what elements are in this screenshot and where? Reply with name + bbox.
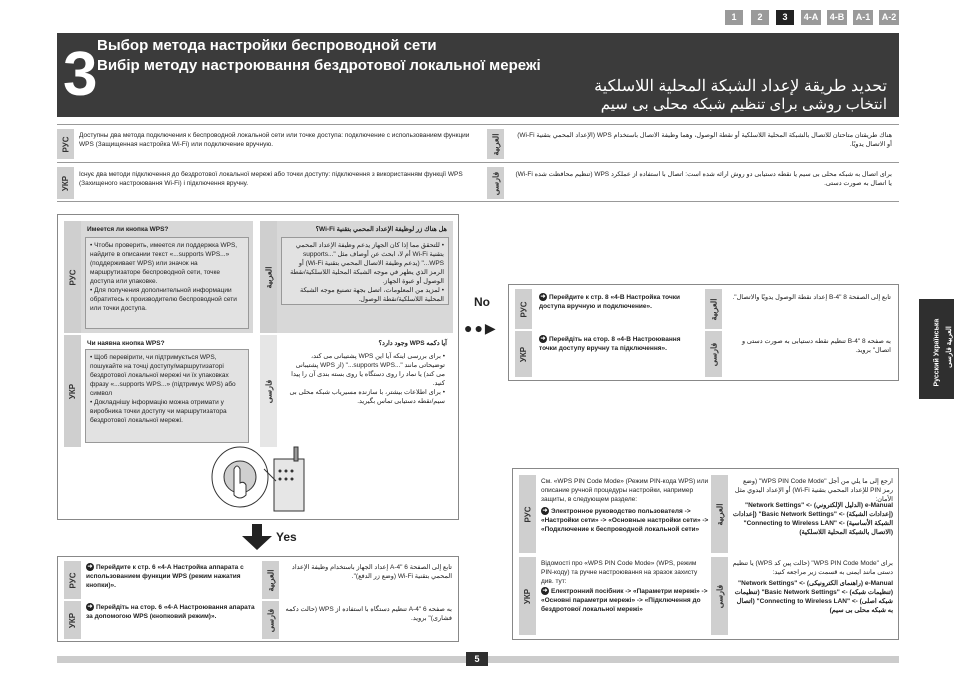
check-ru-bullet-1: • Чтобы проверить, имеется ли поддержка WPS, найдите в описании текст «...supports WPS...» (поддерживает WPS) или значок на маршрутизаторе беспроводной сети, точке доступа или упаковке.: [90, 242, 238, 285]
title-fa: انتخاب روشی برای تنظیم شبکه محلی بی سیم: [600, 96, 887, 113]
wps-check-panel: [57, 214, 459, 520]
tab-a1[interactable]: A-1: [853, 10, 873, 25]
title-uk: Вибір методу настроювання бездротової локальної мережі: [97, 57, 541, 74]
lang-label-fa: فارسی: [711, 557, 728, 635]
sidebar-line-2: العربية فارسی: [946, 326, 953, 368]
lang-label-ar: العربية: [711, 475, 728, 553]
yes-result-panel: [57, 556, 459, 642]
check-ru-bullet-2: • Для получения дополнительной информации обратитесь к производителю беспроводной сети или точки доступа.: [90, 287, 237, 312]
tab-4b[interactable]: 4-B: [827, 10, 847, 25]
lang-label-ru: РУС: [515, 289, 532, 329]
intro-text-uk: Існує два методи підключення до бездротової локальної мережі або точки доступу: підключення з використанням функції WPS (Захищеного настроювання Wi-Fi) і підключення вручну.: [79, 171, 463, 187]
check-ar-bullet-2: • لمزيد من المعلومات، اتصل بجهة تصنيع موجه الشبكة المحلية اللاسلكية/نقطة الوصول.: [299, 287, 444, 303]
intro-row-1: [57, 124, 899, 162]
pin-ar-link[interactable]: e-Manual (الدليل الإلكتروني) -> "Network Settings" (إعدادات الشبكة) -> "Basic Network Settings" (إعدادات الشبكة الأساسية) -> "Connecting to Wireless LAN" (الاتصال بالشبكة المحلية اللاسلكية): [732, 502, 893, 536]
pin-uk-link[interactable]: ➜ Електронний посібник -> «Параметри мережі» -> «Основні параметри мережі» -> «Підключення до бездротової локальної мережі»: [541, 588, 708, 613]
check-uk-bullet-2: • Докладнішу інформацію можна отримати у виробника точки доступу чи маршрутизатора бездротової локальної мережі.: [90, 399, 227, 424]
dots-arrow-icon: ●●▶: [464, 320, 498, 336]
down-arrow-icon: [242, 524, 272, 550]
check-uk-question: Чи наявна кнопка WPS?: [87, 340, 165, 347]
lang-label-uk: УКР: [64, 335, 81, 447]
tab-1[interactable]: 1: [725, 10, 743, 25]
lang-label-uk: УКР: [64, 601, 81, 639]
arrow-right-icon: ➜: [87, 604, 93, 611]
intro-text-fa: برای اتصال به شبکه محلی بی سیم یا نقطه دستیابی دو روش ارائه شده است: اتصال با استفاده از عملکرد WPS (تنظیم محافظت شده Wi-Fi) یا اتصال به صورت دستی.: [515, 171, 892, 187]
check-ar-bullet-1: • للتحقق مما إذا كان الجهاز يدعم وظيفة الإعداد المحمي بتقنية Wi-Fi أم لا، ابحث عن أوصاف مثل "...supports WPS..." (يدعم وظيفة الاتصال المحمي بتقنية Wi-Fi) أو الرمز الذي يظهر في موجه الشبكة المحلية اللاسلكية/نقطة الوصول أو عبوة الجهاز.: [290, 242, 444, 285]
lang-label-ru: РУС: [519, 475, 536, 553]
yes-fa-link[interactable]: به صفحه 6 "4-A تنظیم دستگاه با استفاده از WPS (حالت دکمه فشاری)" بروید.: [285, 606, 452, 622]
tab-3[interactable]: 3: [776, 10, 794, 25]
check-ru-cell: [81, 221, 253, 333]
check-ar-question: هل هناك زر لوظيفة الإعداد المحمي بتقنية Wi-Fi؟: [315, 226, 447, 233]
pin-ru-text: См. «WPS PIN Code Mode» (Режим PIN-кода WPS) или описание ручной процедуры настройки, например защиты, в следующем разделе:: [541, 478, 709, 503]
section-number: 3: [63, 40, 98, 109]
yes-uk-link[interactable]: ➜ Перейдіть на стор. 6 «4-A Настроювання апарата за допомогою WPS (кнопковий режим)».: [86, 604, 255, 620]
pin-fa-text: برای "WPS PIN Code Mode" (حالت پین کد WPS) یا تنظیم دستی مانند ایمنی به قسمت زیر مراجعه کنید:: [732, 560, 893, 576]
pin-uk-text: Відомості про «WPS PIN Code Mode» (WPS, режим PIN-коду) та ручне настроювання на зразок захисту див. тут:: [541, 560, 698, 585]
check-ru-question: Имеется ли кнопка WPS?: [87, 226, 169, 233]
pin-fa-link[interactable]: e-Manual (راهنمای الکترونیکی) -> "Network Settings" (تنظیمات شبکه) -> "Basic Network Settings" (تنظیمات شبکه اصلی) -> "Connecting to Wireless LAN" (اتصال به شبکه محلی بی سیم): [734, 580, 893, 614]
pin-ar-text: ارجع إلى ما يلي من أجل "WPS PIN Code Mode" (وضع رمز PIN للإعداد المحمي بتقنية Wi-Fi) أو الإعداد اليدوي مثل الأمان:: [734, 478, 893, 503]
lang-label-uk: УКР: [515, 331, 532, 377]
no-ru-link[interactable]: ➜ Перейдите к стр. 8 «4-B Настройка точки доступа вручную и подключение».: [539, 294, 680, 310]
lang-label-ar: العربية: [487, 129, 504, 159]
lang-label-fa: فارسی: [487, 167, 504, 199]
lang-label-fa: فارسی: [705, 331, 722, 377]
language-sidebar: [919, 299, 954, 399]
lang-label-ar: العربية: [705, 289, 722, 329]
check-fa-cell: [277, 335, 453, 447]
sidebar-line-1: Русский Українська: [933, 318, 941, 387]
intro-row-2: [57, 162, 899, 202]
lang-label-ru: РУС: [57, 129, 74, 159]
wps-button-illustration: [208, 441, 318, 519]
tab-2[interactable]: 2: [751, 10, 769, 25]
check-ar-cell: [277, 221, 453, 333]
lang-label-fa: فارسی: [262, 601, 279, 639]
yes-ar-link[interactable]: تابع إلى الصفحة 6 "4-A إعداد الجهاز باستخدام وظيفة الإعداد المحمي بتقنية Wi-Fi (وضع زر الدفع)".: [291, 564, 452, 580]
pin-mode-panel: [512, 468, 899, 640]
no-fa-link[interactable]: به صفحه 8 "4-B تنظیم نقطه دستیابی به صورت دستی و اتصال" بروید.: [741, 338, 891, 354]
lang-label-ar: العربية: [260, 221, 277, 333]
lang-label-fa: فارسی: [260, 335, 277, 447]
title-ru: Выбор метода настройки беспроводной сети: [97, 37, 437, 54]
arrow-right-icon: ➜: [540, 336, 546, 343]
title-ar: تحديد طريقة لإعداد الشبكة المحلية اللاسلكية: [594, 78, 887, 95]
no-uk-link[interactable]: ➜ Перейдіть на стор. 8 «4-B Настроювання точки доступу вручну та підключення».: [539, 336, 681, 352]
yes-ru-link[interactable]: ➜ Перейдите к стр. 6 «4-A Настройка аппарата с использованием функции WPS (режим нажатия кнопки)».: [86, 564, 244, 589]
lang-label-uk: УКР: [57, 167, 74, 199]
arrow-right-icon: ➜: [540, 294, 546, 301]
tab-4a[interactable]: 4-A: [801, 10, 821, 25]
intro-text-ar: هناك طريقتان متاحتان للاتصال بالشبكة المحلية اللاسلكية أو نقطة الوصول، وهما وظيفة الاتصال باستخدام WPS (الإعداد المحمي بتقنية Wi-Fi) أو الاتصال يدويًا.: [517, 132, 892, 148]
arrow-right-icon: ➜: [542, 508, 548, 515]
intro-text-ru: Доступны два метода подключения к беспроводной локальной сети или точке доступа: подключение с использованием функции WPS (Защищенная настройка Wi-Fi) или подключение вручную.: [79, 132, 470, 148]
arrow-right-icon: ➜: [87, 564, 93, 571]
lang-label-ru: РУС: [64, 221, 81, 333]
check-fa-bullet-2: • برای اطلاعات بیشتر، با سازنده مسیریاب شبکه محلی بی سیم/نقطه دستیابی تماس بگیرید.: [289, 389, 445, 405]
section-header: [57, 33, 899, 117]
check-uk-bullet-1: • Щоб перевірити, чи підтримується WPS, пошукайте на точці доступу/маршрутизаторі бездротової локальної мережі чи їх упаковках фразу «...supports WPS...» (підтримує WPS) або символ: [90, 354, 236, 397]
lang-label-ar: العربية: [262, 561, 279, 599]
no-label: No: [474, 295, 490, 309]
tab-a2[interactable]: A-2: [879, 10, 899, 25]
no-result-panel: [508, 284, 899, 381]
check-fa-bullet-1: • برای بررسی اینکه آیا این WPS پشتیبانی می کند، توضیحاتی مانند "...supports WPS..." (از WPS پشتیبانی می کند) یا نماد را روی دستگاه یا روی بسته بندی آن را پیدا کنید.: [291, 353, 445, 387]
check-fa-question: آیا دکمه WPS وجود دارد؟: [378, 340, 447, 347]
check-uk-cell: [81, 335, 253, 447]
lang-label-uk: УКР: [519, 557, 536, 635]
lang-label-ru: РУС: [64, 561, 81, 599]
no-ar-link[interactable]: تابع إلى الصفحة 8 "4-B إعداد نقطة الوصول يدويًا والاتصال".: [732, 294, 891, 301]
yes-label: Yes: [276, 530, 297, 544]
page-number: 5: [466, 652, 488, 666]
pin-ru-link[interactable]: ➜ Электронное руководство пользователя -> «Настройки сети» -> «Основные настройки сети» -> «Подключение к беспроводной локальной сети»: [541, 508, 709, 533]
arrow-right-icon: ➜: [542, 588, 548, 595]
